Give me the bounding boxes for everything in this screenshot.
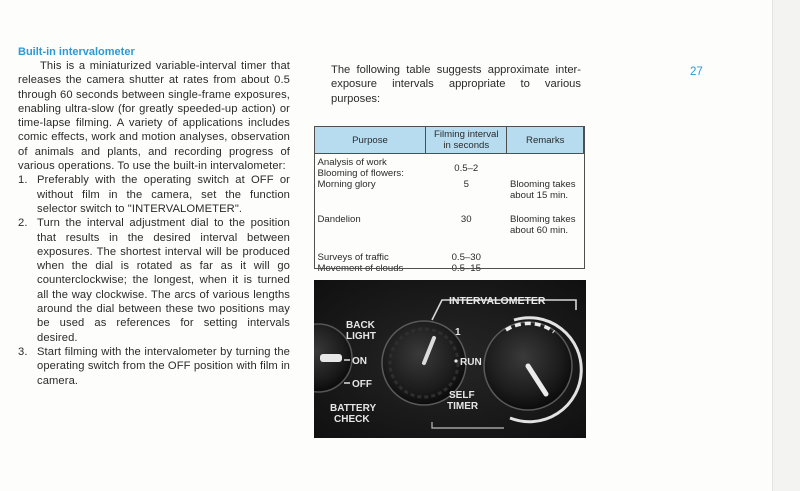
cell-purpose: Surveys of traffic <box>317 252 389 263</box>
left-column <box>18 59 290 388</box>
cell-interval: 0.5–2 <box>454 163 479 174</box>
table-row <box>315 263 584 274</box>
cell-remarks <box>507 154 584 169</box>
label-off: OFF <box>352 379 372 390</box>
label-intervalometer: INTERVALOMETER <box>449 295 546 307</box>
header-remarks: Remarks <box>507 127 584 154</box>
cell-interval: 0.5–30 <box>451 252 481 263</box>
cell-remarks: Blooming takes about 15 min. <box>509 179 576 201</box>
step-item <box>18 216 290 345</box>
cell-purpose: Blooming of flowers: <box>317 168 404 179</box>
header-purpose: Purpose <box>315 127 426 154</box>
label-self: SELF <box>449 390 475 401</box>
header-interval: Filming interval in seconds <box>426 127 507 154</box>
page-number: 27 <box>690 66 703 78</box>
table-row <box>315 168 584 179</box>
table-row <box>315 179 584 214</box>
camera-controls-photo <box>314 280 586 438</box>
cell-purpose: Dandelion <box>317 214 361 225</box>
page-edge <box>772 0 800 491</box>
steps-list <box>18 173 290 387</box>
step-number: 2. <box>18 217 28 230</box>
step-number: 3. <box>18 345 28 358</box>
label-run: RUN <box>460 357 482 368</box>
cell-remarks <box>507 168 584 179</box>
label-check: CHECK <box>334 414 370 425</box>
table-row <box>315 214 584 252</box>
interval-table <box>314 126 584 274</box>
run-dot <box>454 359 457 362</box>
table-header-row <box>315 127 584 154</box>
section-heading: Built-in intervalometer <box>18 46 135 58</box>
label-back: BACK <box>346 320 375 331</box>
step-text: Turn the interval adjustment dial to the position that results in the desired interval between exposures. The shortest interval will be produced when the dial is rotated as far as it will go counterclockwise; the longest, when it is turned all the way clockwise. The arcs of various lengths around the dial between these two positions may be used as references for setting intervals desired. <box>37 217 290 344</box>
step-number: 1. <box>18 174 28 187</box>
cell-purpose: Analysis of work <box>317 157 387 168</box>
table-row <box>315 252 584 263</box>
cell-interval: 0.5–15 <box>451 263 481 274</box>
step-text: Start filming with the intervalometer by turning the operating switch from the OFF position with film in camera. <box>37 345 290 387</box>
label-on: ON <box>352 356 367 367</box>
table-intro: The following table suggests approximate inter-exposure intervals appropriate to various purposes: <box>331 64 581 105</box>
step-text: Preferably with the operating switch at OFF or without film in the camera, set the function selector switch to "INTERVALOMETER". <box>37 174 290 215</box>
intro-paragraph: This is a miniaturized variable-interval timer that releases the camera shutter at rates from about 0.5 through 60 seconds between single-frame exposures, enabling ultra-slow (for greatly speeded-up action) or time-lapse filming. A variety of applications includes comic effects, work and motion analyses, observation of animals and plants, and recording progress of various operations. To use the built-in intervalometer: <box>18 60 290 173</box>
cell-remarks <box>507 263 584 274</box>
cell-purpose: Movement of clouds <box>317 263 404 274</box>
step-item <box>18 345 290 388</box>
label-timer: TIMER <box>447 401 479 412</box>
cell-purpose: Morning glory <box>317 179 376 190</box>
cell-remarks <box>507 252 584 263</box>
step-item <box>18 173 290 216</box>
cell-interval: 5 <box>463 179 469 190</box>
label-light: LIGHT <box>346 331 376 342</box>
label-battery: BATTERY <box>330 403 377 414</box>
label-one: 1 <box>455 327 461 338</box>
cell-remarks: Blooming takes about 60 min. <box>509 214 576 236</box>
cell-interval: 30 <box>460 214 472 225</box>
camera-illustration <box>314 280 586 438</box>
power-dial-indicator <box>320 354 342 362</box>
